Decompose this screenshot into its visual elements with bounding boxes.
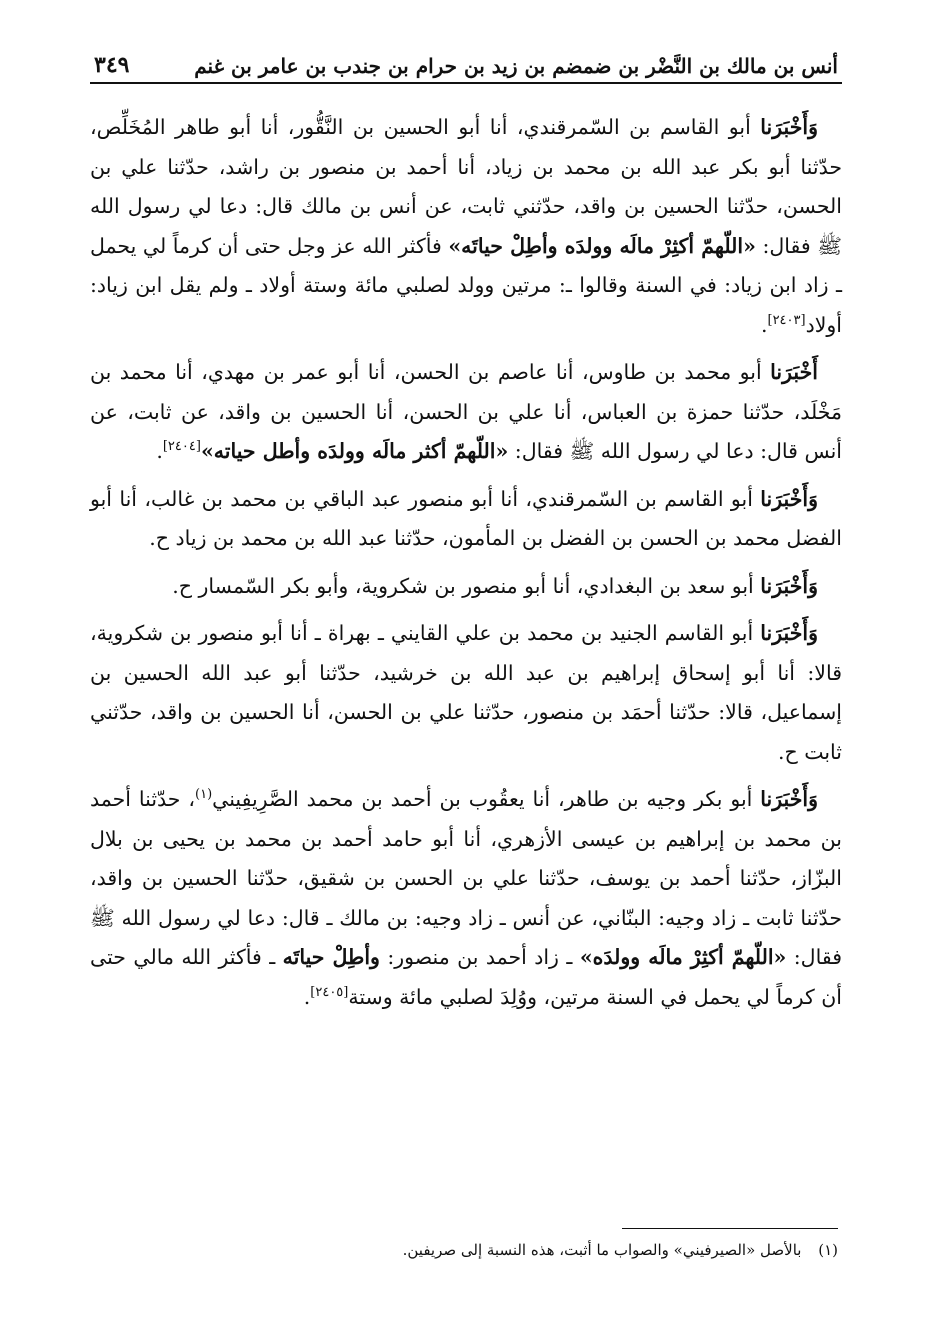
paragraph (90, 567, 842, 607)
paragraph-end: . (156, 439, 163, 463)
paragraph-text: ـ زاد أحمد بن منصور: (379, 945, 580, 969)
footnote-divider (622, 1228, 838, 1229)
paragraph (90, 614, 842, 772)
hadith-text: وأطِلْ حياتَه (282, 945, 380, 969)
paragraph-lead: وَأَخْبَرَنا (760, 621, 818, 645)
paragraph-text: أبو محمد بن طاوس، أنا عاصم بن الحسن، أنا أبو عمر بن مهدي، أنا محمد بن مَخْلَد، حدّثنا حمزة بن العباس، أنا علي بن الحسن، أنا الحسين بن واقد، عن ثابت، عن أنس قال: دعا لي رسول الله ﷺ فقال: (90, 360, 842, 463)
hadith-number: [٢٤٠٤] (162, 439, 201, 455)
paragraph-text: ، حدّثنا أحمد بن محمد بن إبراهيم بن عيسى الأزهري، أنا أبو حامد أحمد بن محمد بن يحيى بن بلال البزّاز، حدّثنا أحمد بن يوسف، حدّثنا علي بن الحسن بن شقيق، حدّثنا الحسين بن واقد، حدّثنا ثابت ـ زاد وجيه: البنّاني، عن أنس ـ زاد وجيه: بن مالك ـ قال: دعا لي رسول الله ﷺ فقال: (90, 787, 842, 969)
footnote-number: (١) (818, 1241, 838, 1259)
paragraph-text: أبو سعد بن البغدادي، أنا أبو منصور بن شكروية، وأبو بكر السّمسار ح. (172, 573, 761, 598)
paragraph (90, 353, 842, 472)
footnote (94, 1238, 838, 1262)
hadith-text: «اللّهمّ أكثِرْ مالَه وولدَه» (579, 945, 787, 969)
hadith-text: «اللّهمّ أكثِرْ مالَه وولدَه وأطِلْ حياتَه» (448, 233, 756, 258)
footnote-marker: (١) (195, 787, 213, 803)
page-number: ٣٤٩ (94, 52, 130, 78)
running-header (90, 40, 842, 84)
hadith-number: [٢٤٠٣] (767, 312, 806, 328)
paragraph-lead: أَخْبَرَنا (770, 360, 818, 384)
hadith-text: «اللّهمّ أكثر مالَه وولدَه وأطل حياته» (200, 439, 509, 463)
paragraph-lead: وَأَخْبَرَنا (760, 787, 818, 811)
paragraph (90, 108, 842, 345)
footnote-text: بالأصل «الصيرفيني» والصواب ما أثبت، هذه النسبة إلى صريفين. (402, 1241, 802, 1259)
paragraph-text: ـ فأكثر الله مالي حتى أن كرماً لي يحمل في السنة مرتين، ووُلِدَ لصلبي مائة وستة (90, 945, 842, 1009)
paragraph-text: أبو القاسم الجنيد بن محمد بن علي القايني ـ بهراة ـ أنا أبو منصور بن شكروية، قالا: أنا أبو إسحاق إبراهيم بن عبد الله بن خرشيد، حدّثنا أبو عبد الله الحسين بن إسماعيل، قالا: حدّثنا أحمَد بن منصور، حدّثنا علي بن الحسن، أنا الحسين بن واقد، حدّثني ثابت ح. (90, 621, 842, 764)
book-page (90, 40, 842, 1300)
paragraph (90, 480, 842, 559)
paragraph-end: . (760, 312, 768, 337)
paragraph-lead: وَأَخْبَرَنا (760, 486, 818, 511)
hadith-number: [٢٤٠٥] (310, 984, 349, 1000)
paragraph-text: أبو القاسم بن السّمرقندي، أنا أبو الحسين بن النَّقُّور، أنا أبو طاهر المُخَلِّص، حدّثنا أبو بكر عبد الله بن محمد بن زياد، أنا أحمد بن منصور بن راشد، حدّثنا علي بن الحسن، حدّثنا الحسين بن واقد، حدّثني ثابت، عن أنس بن مالك قال: دعا لي رسول الله ﷺ فقال: (90, 115, 842, 258)
main-text (90, 108, 842, 1017)
paragraph-text: أبو القاسم بن السّمرقندي، أنا أبو منصور عبد الباقي بن محمد بن غالب، أنا أبو الفضل محمد بن الحسن بن الفضل بن المأمون، حدّثنا عبد الله بن محمد بن زياد ح. (90, 486, 842, 550)
paragraph (90, 780, 842, 1017)
running-title: أنس بن مالك بن النَّضْر بن ضمضم بن زيد بن حرام بن جندب بن عامر بن غنم (194, 54, 838, 78)
paragraph-end: . (303, 984, 311, 1009)
paragraph-text: أبو بكر وجيه بن طاهر، أنا يعقُوب بن أحمد بن محمد الصَّرِيفِيني (212, 787, 761, 811)
paragraph-lead: وَأَخْبَرَنا (760, 115, 818, 139)
paragraph-lead: وَأَخْبَرَنا (760, 573, 818, 598)
paragraph-text: فأكثر الله عز وجل حتى أن كرماً لي يحمل ـ زاد ابن زياد: في السنة وقالوا ـ: مرتين وولد لصلبي مائة وستة أولاد ـ ولم يقل ابن زياد: أولاد (90, 233, 842, 337)
